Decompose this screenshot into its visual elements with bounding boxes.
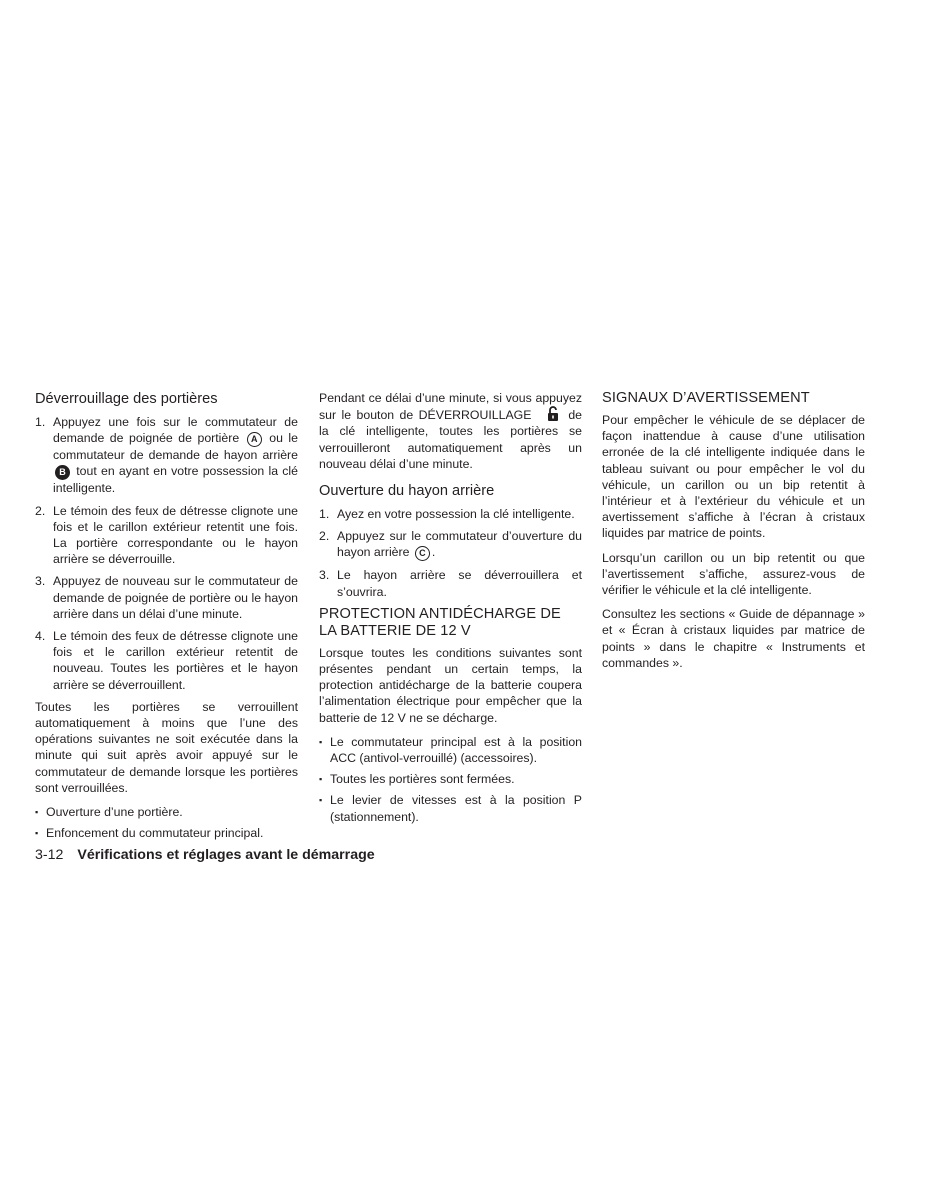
list-item: ▪ Le levier de vitesses est à la position P (stationnement). xyxy=(319,792,582,824)
list-item xyxy=(35,503,298,568)
warning-paragraph-3: Consultez les sections « Guide de dépannage » et « Écran à cristaux liquides par matrice de points » dans le chapitre « Instruments et commandes ». xyxy=(602,607,865,670)
step-number: 2. xyxy=(35,503,46,518)
list-item xyxy=(35,573,298,622)
chapter-title: Vérifications et réglages avant le démarrage xyxy=(77,847,375,863)
battery-protection-paragraph: Lorsque toutes les conditions suivantes sont présentes pendant un certain temps, la protection antidécharge de la batterie coupera l’alimentation électrique pour empêcher que la batterie de 12 V ne se décharge. xyxy=(319,645,582,725)
heading-line: LA BATTERIE DE 12 V xyxy=(319,622,471,639)
unlock-padlock-icon xyxy=(547,406,559,421)
callout-b-icon: B xyxy=(55,465,70,480)
step-text: Appuyez de nouveau sur le commutateur de demande de poignée de portière ou le hayon arrière dans un délai d’une minute. xyxy=(53,574,298,621)
warning-paragraph-2: Lorsqu’un carillon ou un bip retentit ou que l’avertissement s’affiche, assurez-vous de vérifier le véhicule et la clé intelligente. xyxy=(602,550,865,598)
list-item xyxy=(319,506,582,522)
step-number: 3. xyxy=(35,574,46,589)
step-number: 1. xyxy=(319,507,330,522)
column-left xyxy=(35,390,298,846)
step-text: Appuyez sur le commutateur d’ouverture du hayon arrière xyxy=(337,529,582,560)
liftgate-steps-list xyxy=(319,506,582,600)
section-heading-unlock-doors: Déverrouillage des portières xyxy=(35,391,218,407)
section-heading-warning-signals: SIGNAUX D’AVERTISSEMENT xyxy=(602,390,810,406)
step-text: Le témoin des feux de détresse clignote une fois et le carillon extérieur retentit de nouveau. Toutes les portières et le hayon arrière se déverrouillent. xyxy=(53,629,298,692)
step-text: ou le commutateur de demande de hayon arrière xyxy=(53,431,299,463)
list-item xyxy=(319,528,582,561)
list-item: ▪ Ouverture d’une portière. xyxy=(35,804,298,820)
battery-conditions-list xyxy=(319,734,582,825)
list-item: ▪ Enfoncement du commutateur principal. xyxy=(35,825,298,841)
relock-paragraph xyxy=(319,390,582,472)
paragraph-text: Pendant ce délai d’une minute, si vous appuyez sur le bouton de DÉVERROUILLAGE xyxy=(319,391,582,423)
heading-line: PROTECTION ANTIDÉCHARGE DE xyxy=(319,605,561,622)
callout-c-icon: C xyxy=(415,546,430,561)
warning-paragraph-1: Pour empêcher le véhicule de se déplacer de façon inattendue à cause d’une utilisation erronée de la clé intelligente indiquée dans le tableau suivant ou pour empêcher le vol du véhicule, un carillon ou un bip retentit à l’intérieur et à l’extérieur du véhicule et un avertissement s’affiche à l’écran à cristaux liquides par matrice de points. xyxy=(602,413,865,541)
unlock-steps-list xyxy=(35,414,298,693)
step-number: 4. xyxy=(35,629,46,644)
column-right xyxy=(602,390,865,679)
list-item: ▪ Toutes les portières sont fermées. xyxy=(319,771,582,787)
list-item xyxy=(319,567,582,599)
step-number: 2. xyxy=(319,529,330,544)
page-number: 3-12 xyxy=(35,847,64,863)
step-text: Le hayon arrière se déverrouillera et s’ouvrira. xyxy=(337,568,582,599)
list-item xyxy=(35,414,298,497)
step-text: tout en ayant en votre possession la clé intelligente. xyxy=(53,464,299,496)
section-heading-battery-protection xyxy=(319,606,582,640)
list-item: ▪ Le commutateur principal est à la position ACC (antivol-verrouillé) (accessoires). xyxy=(319,734,582,766)
column-middle xyxy=(319,390,582,830)
step-text: Ayez en votre possession la clé intelligente. xyxy=(337,507,575,522)
callout-a-icon: A xyxy=(247,432,262,447)
list-item xyxy=(35,628,298,693)
step-text: Le témoin des feux de détresse clignote une fois et le carillon extérieur retentit une fois. La portière correspondante ou le hayon arrière se déverrouille. xyxy=(53,503,298,567)
step-number: 3. xyxy=(319,568,330,583)
step-text: . xyxy=(431,545,436,560)
step-text: Appuyez une fois sur le commutateur de demande de poignée de portière xyxy=(53,415,298,446)
auto-lock-conditions-list xyxy=(35,804,298,841)
step-number: 1. xyxy=(35,415,46,429)
auto-lock-paragraph: Toutes les portières se verrouillent automatiquement à moins que l’une des opérations suivantes ne soit exécutée dans la minute qui suit après avoir appuyé sur le commutateur de demande lorsque les portières sont verrouillées. xyxy=(35,699,298,795)
paragraph-text: de la clé intelligente, toutes les portières se verrouilleront automatiquement après un nouveau délai d’une minute. xyxy=(319,408,582,471)
page-footer xyxy=(35,847,375,863)
section-heading-liftgate: Ouverture du hayon arrière xyxy=(319,483,495,500)
